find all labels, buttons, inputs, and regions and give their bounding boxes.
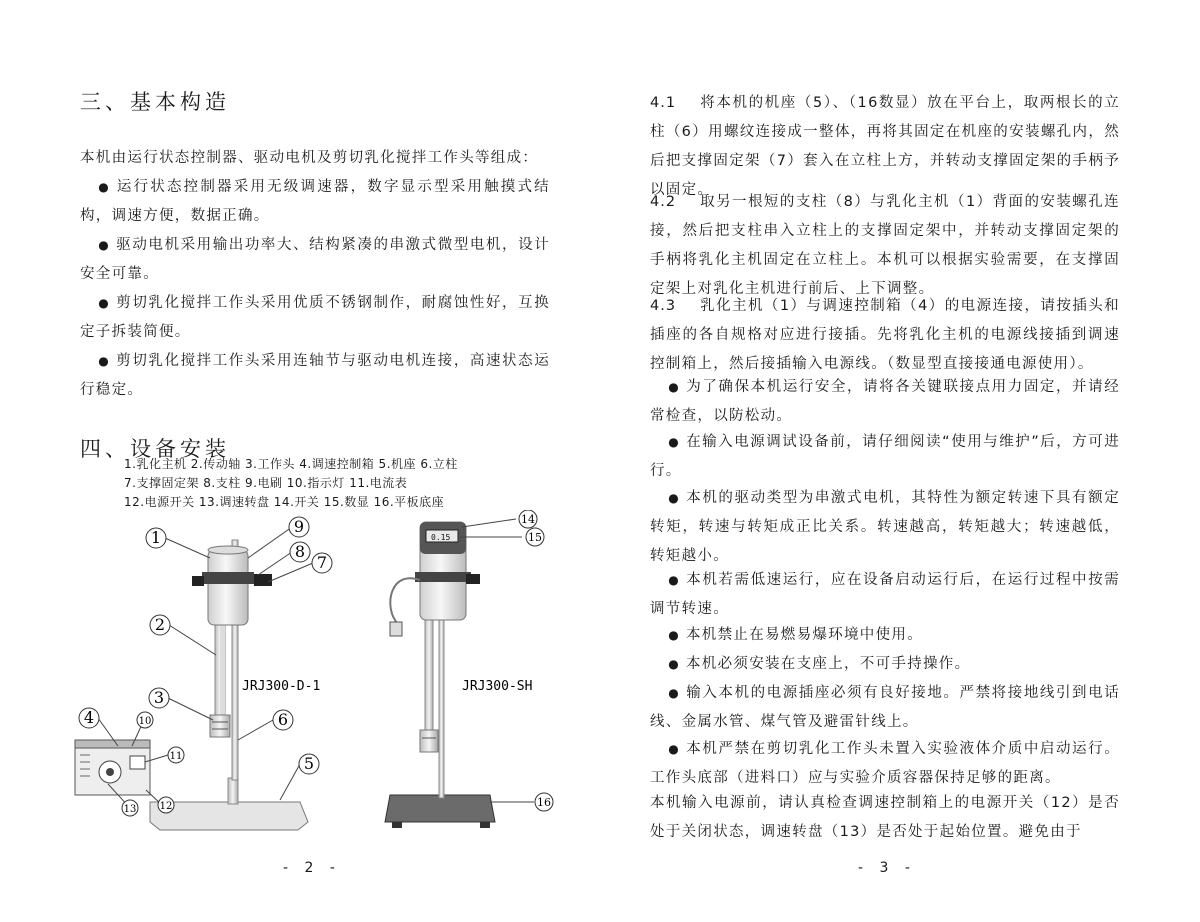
bullet-item: ● 为了确保本机运行安全，请将各关键联接点用力固定，并请经常检查，以防松动。 (650, 373, 1120, 431)
bullet-item: ● 本机必须安装在支座上，不可手持操作。 (650, 650, 1120, 679)
bullet-icon: ● (668, 657, 680, 671)
bullet-item: ● 本机的驱动类型为串激式电机，其特性为额定转速下具有额定转矩，转速与转矩成正比关系。转速越高，转矩越大；转速越低，转矩越小。 (650, 484, 1120, 571)
bullet-item: ● 剪切乳化搅拌工作头采用连轴节与驱动电机连接，高速状态运行稳定。 (80, 347, 550, 405)
svg-text:13: 13 (123, 804, 137, 815)
svg-text:10: 10 (138, 716, 152, 727)
intro-paragraph: 本机由运行状态控制器、驱动电机及剪切乳化搅拌工作头等组成： (80, 150, 539, 166)
svg-text:7: 7 (316, 553, 328, 572)
step-text: 乳化主机（1）与调速控制箱（4）的电源连接，请按插头和插座的各自规格对应进行接插。先将乳化主机的电源线接插到调速控制箱上，然后接插输入电源线。（数显型直接接通电源使用）。 (650, 298, 1120, 372)
bullet-item: ● 运行状态控制器采用无级调速器，数字显示型采用触摸式结构，调速方便，数据正确。 (80, 173, 550, 231)
callout-15 (526, 528, 544, 546)
legend-line: 1.乳化主机 2.传动轴 3.工作头 4.调速控制箱 5.机座 6.立柱 (124, 457, 458, 471)
svg-text:1: 1 (150, 528, 162, 547)
callout-1 (146, 528, 166, 548)
callout-10 (137, 712, 153, 728)
numbered-step (650, 292, 1120, 379)
callout-4 (79, 708, 99, 728)
callout-14 (519, 510, 537, 528)
parts-legend (124, 455, 458, 512)
bullet-item: ● 本机禁止在易燃易爆环境中使用。 (650, 621, 1120, 650)
model-label-right: JRJ300-SH (462, 679, 533, 694)
bullet-item: ● 剪切乳化搅拌工作头采用优质不锈钢制作，耐腐蚀性好，互换定子拆装简便。 (80, 289, 550, 347)
callout-5 (299, 754, 319, 774)
bullet-icon: ● (668, 742, 680, 756)
callout-7 (312, 553, 332, 573)
svg-text:12: 12 (159, 801, 173, 812)
bullet-icon: ● (98, 296, 110, 310)
step-number: 4.3 (650, 298, 677, 314)
machine-jrj300-sh (385, 522, 495, 828)
bullet-icon: ● (668, 686, 680, 700)
numbered-step (650, 188, 1120, 304)
legend-line: 12.电源开关 13.调速转盘 14.开关 15.数显 16.平板底座 (124, 495, 445, 509)
callout-16 (535, 793, 553, 811)
bullet-icon: ● (98, 354, 110, 368)
callout-2 (150, 615, 170, 635)
speed-control-box (75, 740, 150, 795)
section-4-title: 四、设备安装 (80, 437, 230, 461)
bullet-icon: ● (668, 628, 680, 642)
model-label-left: JRJ300-D-1 (242, 679, 321, 694)
svg-text:9: 9 (293, 517, 305, 536)
svg-text:14: 14 (521, 513, 535, 526)
bullet-item: ● 输入本机的电源插座必须有良好接地。严禁将接地线引到电话线、金属水管、煤气管及避雷针线上。 (650, 679, 1120, 737)
bullet-icon: ● (668, 491, 680, 505)
svg-text:5: 5 (303, 754, 315, 773)
bullet-icon: ● (668, 435, 680, 449)
bullet-icon: ● (98, 180, 110, 194)
bullet-item: ● 本机严禁在剪切乳化工作头未置入实验液体介质中启动运行。工作头底部（进料口）应与实验介质容器保持足够的距离。 (650, 735, 1120, 793)
step-text: 将本机的机座（5）、（16数显）放在平台上，取两根长的立柱（6）用螺纹连接成一整体，再将其固定在机座的安装螺孔内，然后把支撑固定架（7）套入在立柱上方，并转动支撑固定架的手柄予以固定。 (650, 95, 1120, 198)
callout-8 (290, 542, 310, 562)
step-number: 4.1 (650, 95, 677, 111)
svg-text:3: 3 (153, 688, 165, 707)
section-3-title: 三、基本构造 (80, 90, 230, 114)
display-reading: 0.15 (431, 533, 451, 542)
equipment-diagram (70, 510, 580, 840)
bullet-item: ● 本机若需低速运行，应在设备启动运行后，在运行过程中按需调节转速。 (650, 566, 1120, 624)
svg-text:4: 4 (83, 708, 95, 727)
svg-text:11: 11 (169, 751, 183, 762)
callout-13 (122, 800, 138, 816)
svg-text:6: 6 (277, 710, 289, 729)
step-text: 取另一根短的支柱（8）与乳化主机（1）背面的安装螺孔连接，然后把支柱串入立柱上的支撑固定架中，并转动支撑固定架的手柄将乳化主机固定在立柱上。本机可以根据实验需要，在支撑固定架上对乳化主机进行前后、上下调整。 (650, 194, 1120, 297)
callout-11 (168, 747, 184, 763)
bullet-icon: ● (668, 380, 680, 394)
callout-9 (289, 517, 309, 537)
page-number: - 3 - (858, 860, 916, 876)
svg-text:15: 15 (528, 531, 542, 544)
callout-6 (273, 710, 293, 730)
step-number: 4.2 (650, 194, 677, 210)
closing-paragraph: 本机输入电源前，请认真检查调速控制箱上的电源开关（12）是否处于关闭状态，调速转盘（13）是否处于起始位置。避免由于 (650, 795, 1120, 840)
bullet-item: ● 驱动电机采用输出功率大、结构紧凑的串激式微型电机，设计安全可靠。 (80, 231, 550, 289)
bullet-icon: ● (98, 238, 110, 252)
callout-12 (158, 797, 174, 813)
svg-text:16: 16 (537, 796, 551, 809)
svg-text:2: 2 (154, 615, 166, 634)
right-page (600, 0, 1200, 922)
page-number: - 2 - (283, 860, 341, 876)
bullet-item: ● 在输入电源调试设备前，请仔细阅读“使用与维护”后，方可进行。 (650, 428, 1120, 486)
callout-3 (149, 688, 169, 708)
bullet-icon: ● (668, 573, 680, 587)
svg-text:8: 8 (294, 542, 306, 561)
legend-line: 7.支撑固定架 8.支柱 9.电刷 10.指示灯 11.电流表 (124, 476, 408, 490)
